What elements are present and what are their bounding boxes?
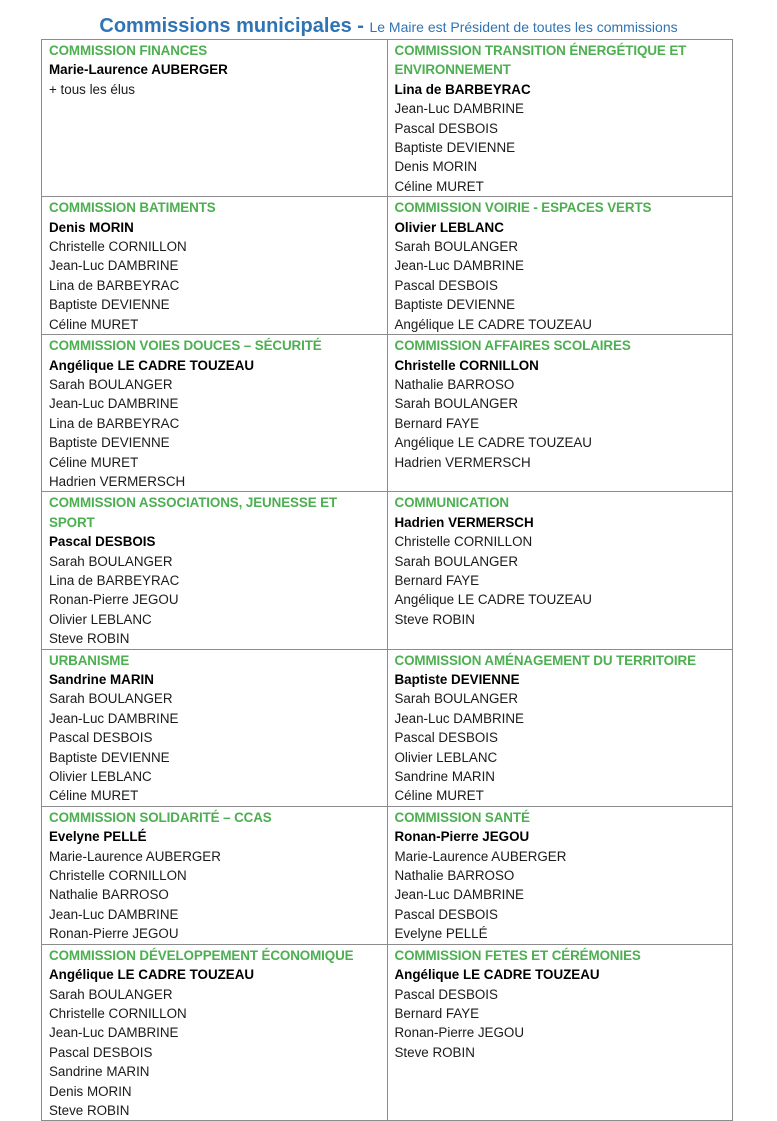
commission-member: Hadrien VERMERSCH xyxy=(394,454,531,470)
commission-member: Pascal DESBOIS xyxy=(49,730,153,746)
title-separator: - xyxy=(351,15,370,37)
commission-member: Pascal DESBOIS xyxy=(49,1044,153,1060)
commission-member: Jean-Luc DAMBRINE xyxy=(49,1025,179,1041)
commission-member: Angélique LE CADRE TOUZEAU xyxy=(394,316,592,332)
commission-member: Jean-Luc DAMBRINE xyxy=(394,101,524,117)
commission-member: Lina de BARBEYRAC xyxy=(49,572,180,588)
commission-member: Hadrien VERMERSCH xyxy=(49,473,186,489)
commission-title: COMMISSION ASSOCIATIONS, JEUNESSE ET SPORT xyxy=(49,495,338,530)
commission-member: Steve ROBIN xyxy=(49,1102,130,1118)
commission-member: Jean-Luc DAMBRINE xyxy=(49,258,179,274)
commission-member: Baptiste DEVIENNE xyxy=(49,297,170,313)
commission-cell xyxy=(387,944,733,1121)
commission-title: COMMISSION AMÉNAGEMENT DU TERRITOIRE xyxy=(394,652,696,668)
commission-member: Céline MURET xyxy=(49,788,139,804)
commission-cell xyxy=(42,335,388,492)
commission-president: Sandrine MARIN xyxy=(49,672,154,687)
commission-president: Hadrien VERMERSCH xyxy=(394,514,534,530)
commission-member: Sarah BOULANGER xyxy=(394,239,519,255)
commission-cell xyxy=(42,649,388,806)
commission-title: COMMISSION AFFAIRES SCOLAIRES xyxy=(394,338,631,354)
commission-member: Sarah BOULANGER xyxy=(49,376,173,392)
commission-member: Pascal DESBOIS xyxy=(394,986,498,1002)
commission-member: Pascal DESBOIS xyxy=(394,120,498,136)
commission-cell xyxy=(42,40,388,197)
commission-title: COMMISSION VOIES DOUCES – SÉCURITÉ xyxy=(49,338,322,354)
commission-title: COMMISSION SANTÉ xyxy=(394,809,530,825)
commission-member: Olivier LEBLANC xyxy=(394,749,498,765)
commission-title: COMMISSION SOLIDARITÉ – CCAS xyxy=(49,809,272,825)
commission-member: Sandrine MARIN xyxy=(49,1064,150,1080)
commission-cell xyxy=(387,335,733,492)
table-row xyxy=(42,335,733,492)
commission-member: Ronan-Pierre JEGOU xyxy=(49,592,179,608)
commission-member: Bernard FAYE xyxy=(394,415,480,431)
commission-member: Denis MORIN xyxy=(394,159,478,175)
commission-president: Baptiste DEVIENNE xyxy=(394,672,520,687)
commission-member: Sarah BOULANGER xyxy=(394,691,519,707)
commission-member: Sarah BOULANGER xyxy=(394,553,519,569)
commission-member: Christelle CORNILLON xyxy=(49,1005,187,1021)
commission-president: Olivier LEBLANC xyxy=(394,219,504,235)
commission-cell xyxy=(42,806,388,944)
commission-president: Evelyne PELLÉ xyxy=(49,829,147,845)
commission-title: COMMISSION FETES ET CÉRÉMONIES xyxy=(394,947,641,963)
commission-cell xyxy=(387,649,733,806)
commission-member: Baptiste DEVIENNE xyxy=(394,297,516,313)
commission-member: Marie-Laurence AUBERGER xyxy=(49,848,221,864)
commission-president: Denis MORIN xyxy=(49,219,134,235)
commission-member: Baptiste DEVIENNE xyxy=(49,749,170,765)
commission-cell xyxy=(387,40,733,197)
commission-member: Angélique LE CADRE TOUZEAU xyxy=(394,592,592,608)
commission-member: Marie-Laurence AUBERGER xyxy=(394,848,567,864)
commission-member: Nathalie BARROSO xyxy=(49,887,169,903)
commission-president: Ronan-Pierre JEGOU xyxy=(394,829,530,845)
commission-member: Pascal DESBOIS xyxy=(394,906,498,922)
page-header xyxy=(0,13,777,41)
commission-cell xyxy=(387,492,733,649)
commission-cell xyxy=(42,944,388,1121)
table-row xyxy=(42,197,733,335)
commission-member: Céline MURET xyxy=(394,788,484,804)
table-row xyxy=(42,649,733,806)
commission-member: Christelle CORNILLON xyxy=(49,868,187,884)
commission-member: Bernard FAYE xyxy=(394,572,480,588)
commission-title: COMMISSION FINANCES xyxy=(49,43,208,58)
commission-title: COMMISSION TRANSITION ÉNERGÉTIQUE ET ENVIRONNEMENT xyxy=(394,43,687,78)
commission-member: Céline MURET xyxy=(49,316,139,332)
commission-title: COMMUNICATION xyxy=(394,495,509,511)
commission-member: Evelyne PELLÉ xyxy=(394,926,488,942)
commission-president: Pascal DESBOIS xyxy=(49,534,156,550)
commission-member: Sarah BOULANGER xyxy=(394,396,519,412)
commission-member: Lina de BARBEYRAC xyxy=(49,277,180,293)
commission-title: URBANISME xyxy=(49,652,130,668)
commission-member: Sarah BOULANGER xyxy=(49,691,173,707)
commission-member: Céline MURET xyxy=(49,454,139,470)
commission-member: Ronan-Pierre JEGOU xyxy=(394,1025,524,1041)
commission-member: Jean-Luc DAMBRINE xyxy=(394,710,524,726)
commission-president: Marie-Laurence AUBERGER xyxy=(49,62,228,78)
commission-member: Baptiste DEVIENNE xyxy=(49,435,170,451)
commission-member: Baptiste DEVIENNE xyxy=(394,140,516,156)
commission-member: Jean-Luc DAMBRINE xyxy=(394,887,524,903)
commission-member: Jean-Luc DAMBRINE xyxy=(49,396,179,412)
commission-member: Steve ROBIN xyxy=(49,631,130,647)
table-row xyxy=(42,944,733,1121)
commission-member: Angélique LE CADRE TOUZEAU xyxy=(394,435,592,451)
commission-title: COMMISSION BATIMENTS xyxy=(49,200,216,216)
commission-president: Angélique LE CADRE TOUZEAU xyxy=(49,357,255,373)
commission-title: COMMISSION VOIRIE - ESPACES VERTS xyxy=(394,200,652,216)
commission-member: + tous les élus xyxy=(49,81,135,97)
commission-member: Jean-Luc DAMBRINE xyxy=(49,906,179,922)
commission-member: Céline MURET xyxy=(394,178,484,194)
commission-member: Sandrine MARIN xyxy=(394,769,495,785)
commission-president: Angélique LE CADRE TOUZEAU xyxy=(394,967,600,983)
commission-member: Lina de BARBEYRAC xyxy=(49,415,180,431)
commission-member: Sarah BOULANGER xyxy=(49,553,173,569)
page-subtitle: Le Maire est Président de toutes les commissions xyxy=(369,19,678,35)
table-row xyxy=(42,40,733,197)
commission-member: Steve ROBIN xyxy=(394,1044,475,1060)
commission-cell xyxy=(42,197,388,335)
commission-member: Sarah BOULANGER xyxy=(49,986,173,1002)
commission-cell xyxy=(387,197,733,335)
commission-member: Pascal DESBOIS xyxy=(394,277,498,293)
commission-member: Denis MORIN xyxy=(49,1083,132,1099)
commission-cell xyxy=(387,806,733,944)
commission-president: Christelle CORNILLON xyxy=(394,357,539,373)
commission-member: Christelle CORNILLON xyxy=(49,239,187,255)
commission-member: Jean-Luc DAMBRINE xyxy=(394,258,524,274)
commission-member: Bernard FAYE xyxy=(394,1005,480,1021)
page-title: Commissions municipales xyxy=(99,15,352,37)
commissions-table xyxy=(41,39,733,1121)
commission-president: Lina de BARBEYRAC xyxy=(394,81,531,97)
commission-member: Steve ROBIN xyxy=(394,611,475,627)
table-row xyxy=(42,806,733,944)
commission-member: Nathalie BARROSO xyxy=(394,376,515,392)
table-row xyxy=(42,492,733,649)
commission-cell xyxy=(42,492,388,649)
commission-member: Olivier LEBLANC xyxy=(49,611,152,627)
commission-member: Pascal DESBOIS xyxy=(394,730,498,746)
commission-title: COMMISSION DÉVELOPPEMENT ÉCONOMIQUE xyxy=(49,947,354,963)
commission-president: Angélique LE CADRE TOUZEAU xyxy=(49,967,255,983)
commission-member: Nathalie BARROSO xyxy=(394,868,515,884)
commission-member: Jean-Luc DAMBRINE xyxy=(49,710,179,726)
commission-member: Christelle CORNILLON xyxy=(394,534,533,550)
commission-member: Ronan-Pierre JEGOU xyxy=(49,926,179,942)
commission-member: Olivier LEBLANC xyxy=(49,769,152,785)
